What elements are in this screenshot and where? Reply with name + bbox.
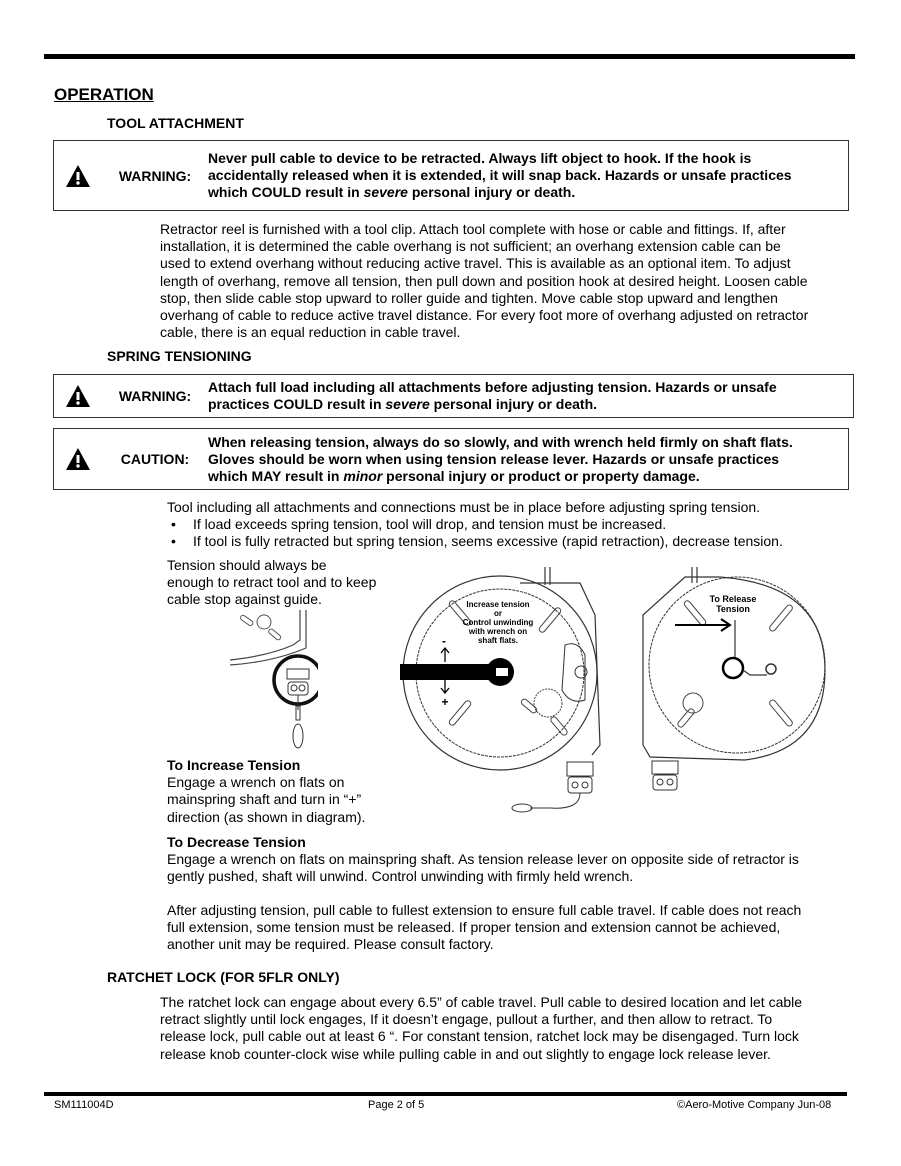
decrease-tension-heading: To Decrease Tension bbox=[167, 834, 306, 850]
footer-doc-id: SM111004D bbox=[54, 1099, 114, 1111]
warning-box-tool-attachment bbox=[53, 140, 849, 211]
cable-stop-detail-diagram bbox=[228, 610, 318, 750]
svg-text:with wrench on: with wrench on bbox=[468, 627, 528, 636]
spring-intro: Tool including all attachments and connections must be in place before adjusting spring tension. • If load exceeds spring tension, tool will drop, and tension must be increased. • If tool is fully retracted but spring tension, seems excessive (rapid retraction), decrease tension. bbox=[167, 499, 857, 551]
warning-triangle-icon bbox=[54, 384, 102, 408]
tension-note: Tension should always be enough to retract tool and to keep cable stop against guide. bbox=[167, 557, 377, 608]
caution-box-spring bbox=[53, 428, 849, 490]
increase-tension-diagram bbox=[400, 565, 620, 825]
tool-attachment-heading: TOOL ATTACHMENT bbox=[107, 115, 244, 131]
warning-triangle-icon bbox=[54, 447, 102, 471]
warning-label: WARNING: bbox=[118, 167, 192, 184]
svg-text:To Release: To Release bbox=[709, 594, 757, 604]
warning-message bbox=[208, 150, 800, 201]
svg-text:shaft flats.: shaft flats. bbox=[477, 636, 519, 645]
warning-triangle-icon bbox=[54, 164, 102, 188]
decrease-tension-section: To Decrease Tension Engage a wrench on flats on mainspring shaft. As tension release lever on opposite side of retractor is gently pushed, shaft will unwind. Control unwinding with firmly held wrench. bbox=[167, 834, 857, 886]
tool-attachment-paragraph: Retractor reel is furnished with a tool clip. Attach tool complete with hose or cable and fittings. If, after installation, it is determined the cable overhang is not sufficient; an overhang extension cable can be used to extend overhang without reducing active travel. This is available as an optional item. To adjust length of overhang, remove all tension, then pull down and position hook at desired height. Loosen cable stop, then slide cable stop upward to roller guide and tighten. Move cable stop upward and lengthen overhang of cable to reduce active travel distance. For every foot more of overhang adjusted on retractor cable, there is an equal reduction in cable travel. bbox=[160, 221, 809, 341]
caution-label: CAUTION: bbox=[120, 451, 190, 467]
section-title: OPERATION bbox=[54, 85, 154, 104]
svg-text:Tension: Tension bbox=[716, 604, 750, 614]
warning-line: accidentally released when it is extended, it will snap back. Hazards or unsafe practices bbox=[208, 167, 792, 183]
warning-line: Never pull cable to device to be retracted. Always lift object to hook. If the hook is bbox=[208, 150, 752, 166]
ratchet-lock-paragraph: The ratchet lock can engage about every 6.5” of cable travel. Pull cable to desired location and let cable retract slightly until lock engages, If it doesn’t engage, pullout a further, and then allow to retract. To release lock, pull cable out at least 6 “. For constant tension, ratchet lock may be disengaged. Turn lock release knob counter-clock wise while pulling cable in and out slightly to engage lock release lever. bbox=[160, 994, 803, 1062]
warning-label: WARNING: bbox=[118, 388, 192, 404]
minus-sign: - bbox=[442, 634, 446, 648]
increase-tension-section: To Increase Tension Engage a wrench on flats on mainspring shaft and turn in “+” direction (as shown in diagram). bbox=[167, 757, 407, 826]
footer-page-number: Page 2 of 5 bbox=[368, 1099, 425, 1111]
bottom-rule bbox=[44, 1092, 847, 1096]
warning-message: Attach full load including all attachments before adjusting tension. Hazards or unsafe practices COULD result in severe personal injury or death. bbox=[208, 379, 777, 412]
after-adjusting-paragraph: After adjusting tension, pull cable to fullest extension to ensure full cable travel. If cable does not reach full extension, some tension must be released. If proper tension and extension cannot be achieved, another unit may be required. Please consult factory. bbox=[167, 902, 802, 953]
footer-copyright: ©Aero-Motive Company Jun-08 bbox=[677, 1099, 832, 1111]
plus-sign: + bbox=[441, 695, 449, 709]
bullet-item: • If load exceeds spring tension, tool will drop, and tension must be increased. bbox=[167, 516, 857, 533]
caution-message: When releasing tension, always do so slowly, and with wrench held firmly on shaft flats. Gloves should be worn when using tension release lever. Hazards or unsafe practices which MAY result in minor personal injury or product or property damage. bbox=[208, 433, 793, 484]
increase-tension-heading: To Increase Tension bbox=[167, 757, 301, 773]
ratchet-lock-heading: RATCHET LOCK (FOR 5FLR ONLY) bbox=[107, 969, 340, 985]
spring-bullets bbox=[167, 516, 857, 550]
svg-text:Control unwinding: Control unwinding bbox=[462, 618, 534, 627]
top-rule bbox=[44, 54, 855, 59]
warning-line: which COULD result in severe personal injury or death. bbox=[208, 184, 576, 200]
bullet-item: • If tool is fully retracted but spring tension, seems excessive (rapid retraction), decrease tension. bbox=[167, 533, 857, 550]
warning-box-spring bbox=[53, 374, 854, 418]
svg-text:Increase tension: Increase tension bbox=[466, 600, 530, 609]
spring-tensioning-heading: SPRING TENSIONING bbox=[107, 348, 252, 364]
release-tension-diagram bbox=[625, 565, 835, 805]
svg-text:or: or bbox=[494, 609, 502, 618]
